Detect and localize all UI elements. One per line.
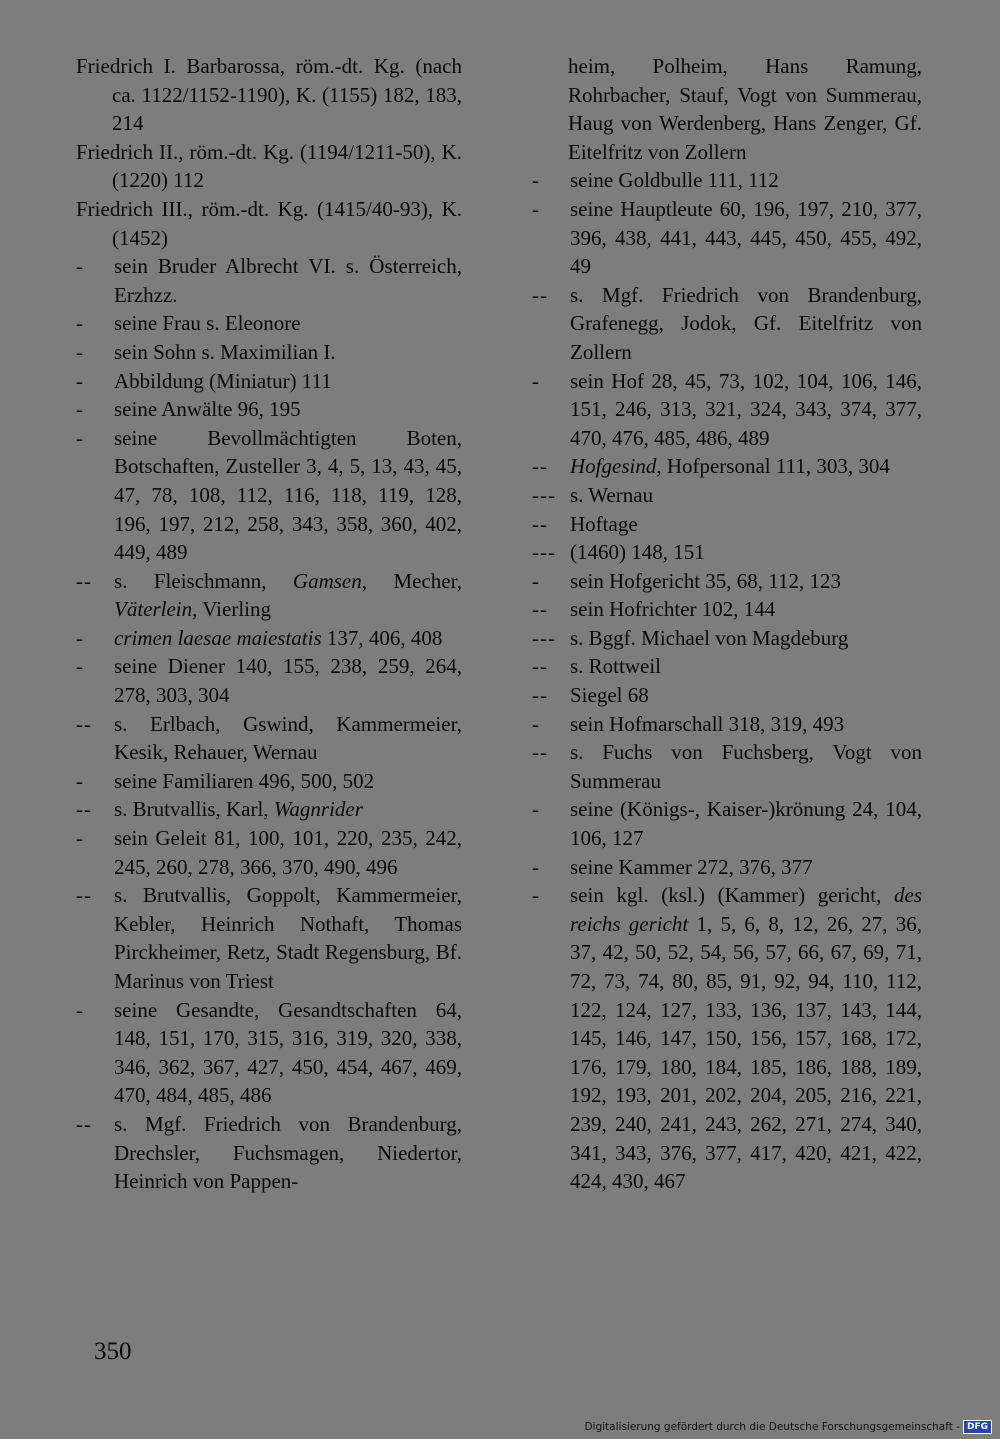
index-entry	[532, 595, 922, 624]
entry-segment: heim, Polheim, Hans Ramung, Rohrbacher, Stauf, Vogt von Summerau, Haug von Werdenberg, Hans Zenger, Gf. Eitelfritz von Zollern	[568, 54, 922, 164]
entry-dash: ---	[532, 625, 556, 650]
entry-segment: seine Diener 140, 155, 238, 259, 264, 278, 303, 304	[114, 654, 462, 708]
entry-text	[570, 367, 922, 453]
footer-text: Digitalisierung gefördert durch die Deutsche Forschungsgemeinschaft -	[584, 1421, 960, 1433]
index-entry	[532, 652, 922, 681]
entry-segment: sein kgl. (ksl.) (Kammer) gericht,	[570, 883, 894, 908]
entry-dash: -	[532, 368, 540, 393]
index-entry	[76, 996, 462, 1110]
entry-dash: -	[532, 711, 540, 736]
index-entry	[532, 681, 922, 710]
entry-dash: -	[532, 568, 540, 593]
entry-text	[570, 281, 922, 367]
entry-segment: s. Fleischmann,	[114, 568, 293, 593]
entry-dash: -	[76, 339, 84, 364]
entry-dash: -	[76, 826, 84, 851]
entry-text	[114, 824, 462, 881]
entry-text	[570, 853, 922, 882]
entry-text	[114, 795, 462, 824]
entry-segment: , Hofpersonal 111, 303, 304	[656, 454, 890, 479]
entry-text	[570, 481, 922, 510]
digitization-footer	[584, 1420, 992, 1434]
index-entry	[76, 195, 462, 252]
entry-segment: seine Bevollmächtigten Boten, Botschaften, Zusteller 3, 4, 5, 13, 43, 45, 47, 78, 108, 112, 116, 118, 119, 128, 196, 197, 212, 258, 343, 358, 360, 402, 449, 489	[114, 425, 462, 565]
entry-segment: sein Geleit 81, 100, 101, 220, 235, 242, 245, 260, 278, 366, 370, 490, 496	[114, 826, 462, 879]
italic-term: Gamsen	[292, 568, 362, 593]
index-entry	[532, 367, 922, 453]
index-entry	[76, 824, 462, 881]
entry-segment: Friedrich II., röm.-dt. Kg. (1194/1211-50), K. (1220) 112	[76, 139, 462, 193]
index-entry	[76, 138, 462, 195]
index-entry	[76, 52, 462, 138]
entry-segment: seine Familiaren 496, 500, 502	[114, 768, 375, 793]
entry-text	[114, 1110, 462, 1196]
entry-segment: s. Wernau	[570, 482, 654, 507]
entry-segment: s. Brutvallis, Goppolt, Kammermeier, Kebler, Heinrich Nothaft, Thomas Pirckheimer, Retz, Stadt Regensburg, Bf. Marinus von Triest	[114, 883, 462, 993]
entry-text	[570, 166, 922, 195]
entry-text	[114, 252, 462, 309]
entry-segment: seine Frau s. Eleonore	[114, 311, 301, 336]
entry-text	[114, 710, 462, 767]
entry-dash: -	[76, 768, 84, 793]
entry-dash: --	[532, 654, 548, 679]
entry-text	[570, 738, 922, 795]
entry-text	[570, 567, 922, 596]
italic-term: des reichs gericht	[570, 883, 922, 936]
entry-text	[570, 538, 922, 567]
italic-term: Hofgesind	[570, 454, 657, 479]
entry-text	[114, 567, 462, 624]
entry-text	[570, 195, 922, 281]
entry-text	[570, 452, 922, 481]
entry-dash: -	[532, 854, 540, 879]
right-column	[532, 52, 922, 1196]
entry-dash: -	[76, 425, 84, 450]
entry-text	[114, 309, 462, 338]
entry-text	[114, 424, 462, 567]
entry-segment: seine Goldbulle 111, 112	[570, 168, 779, 193]
index-entry	[532, 881, 922, 1196]
index-entry	[76, 367, 462, 396]
index-entry	[532, 624, 922, 653]
entry-segment: 1, 5, 6, 8, 12, 26, 27, 36, 37, 42, 50, 52, 54, 56, 57, 66, 67, 69, 71, 72, 73, 74, 80, 85, 91, 92, 94, 110, 112, 122, 124, 127, 133, 136, 137, 143, 144, 145, 146, 147, 150, 156, 157, 168, 172, 176, 179, 180, 184, 185, 186, 188, 189, 192, 193, 201, 202, 204, 205, 216, 221, 239, 240, 241, 243, 262, 271, 274, 340, 341, 343, 376, 377, 417, 420, 421, 422, 424, 430, 467	[570, 911, 922, 1194]
index-entry	[532, 452, 922, 481]
entry-dash: ---	[532, 482, 556, 507]
entry-segment: s. Brutvallis, Karl,	[114, 797, 274, 822]
index-entry	[76, 624, 462, 653]
entry-segment: sein Hof 28, 45, 73, 102, 104, 106, 146, 151, 246, 313, 321, 324, 343, 374, 377, 470, 476, 485, 486, 489	[570, 368, 922, 450]
entry-segment: s. Rottweil	[570, 654, 662, 679]
entry-dash: --	[532, 683, 548, 708]
entry-segment: s. Mgf. Friedrich von Brandenburg, Grafenegg, Jodok, Gf. Eitelfritz von Zollern	[570, 282, 922, 364]
entry-segment: seine Gesandte, Gesandtschaften 64, 148, 151, 170, 315, 316, 319, 320, 338, 346, 362, 367, 427, 450, 454, 467, 469, 470, 484, 485, 486	[114, 997, 462, 1108]
entry-dash: -	[76, 997, 84, 1022]
entry-dash: -	[76, 625, 84, 650]
entry-dash: -	[532, 883, 540, 908]
index-entry	[76, 795, 462, 824]
entry-dash: --	[76, 1111, 92, 1136]
entry-segment: seine (Königs-, Kaiser-)krönung 24, 104, 106, 127	[570, 797, 922, 851]
index-entry	[76, 424, 462, 567]
entry-dash: --	[76, 883, 92, 908]
entry-segment: sein Hofmarschall 318, 319, 493	[570, 711, 845, 736]
left-column	[76, 52, 462, 1196]
entry-segment: s. Fuchs von Fuchsberg, Vogt von Summerau	[570, 740, 922, 793]
index-entry	[76, 309, 462, 338]
italic-term: Väterlein	[114, 597, 193, 622]
entry-text	[570, 595, 922, 624]
entry-segment: (1460) 148, 151	[570, 540, 705, 565]
entry-segment: seine Hauptleute 60, 196, 197, 210, 377, 396, 438, 441, 443, 445, 450, 455, 492, 49	[570, 196, 922, 279]
entry-text	[114, 996, 462, 1110]
entry-dash: -	[76, 254, 84, 279]
dfg-logo: DFG	[963, 1420, 992, 1434]
entry-dash: -	[76, 397, 84, 422]
index-entry	[532, 52, 922, 166]
index-entry	[76, 652, 462, 709]
entry-text	[570, 881, 922, 1196]
entry-dash: --	[532, 511, 548, 536]
entry-dash: --	[532, 282, 548, 307]
entry-text	[568, 52, 922, 166]
entry-dash: --	[532, 597, 548, 622]
index-entry	[76, 710, 462, 767]
entry-dash: --	[76, 797, 92, 822]
index-entry	[532, 795, 922, 852]
entry-segment: Abbildung (Miniatur) 111	[114, 368, 332, 393]
entry-text	[114, 881, 462, 995]
entry-text	[114, 338, 462, 367]
entry-dash: ---	[532, 540, 556, 565]
entry-text	[570, 710, 922, 739]
index-entry	[532, 738, 922, 795]
entry-text	[570, 681, 922, 710]
entry-segment: s. Bggf. Michael von Magdeburg	[570, 625, 849, 650]
entry-text	[114, 395, 462, 424]
entry-segment: Hoftage	[570, 511, 638, 536]
entry-text	[570, 624, 922, 653]
index-entry	[76, 567, 462, 624]
entry-dash: --	[532, 454, 548, 479]
italic-term: Wagnrider	[273, 797, 363, 822]
index-entry	[532, 853, 922, 882]
entry-dash: -	[532, 168, 540, 193]
index-entry	[532, 195, 922, 281]
italic-term: crimen laesae maiestatis	[114, 625, 322, 650]
entry-segment: , Mecher,	[361, 568, 462, 593]
index-entry	[76, 881, 462, 995]
index-entry	[76, 252, 462, 309]
entry-segment: Friedrich I. Barbarossa, röm.-dt. Kg. (nach ca. 1122/1152-1190), K. (1155) 182, 183, 214	[76, 54, 462, 136]
entry-text	[76, 52, 462, 138]
entry-segment: sein Hofrichter 102, 144	[570, 597, 776, 622]
entry-text	[114, 652, 462, 709]
index-entry	[532, 710, 922, 739]
entry-text	[114, 767, 462, 796]
entry-dash: --	[76, 711, 92, 736]
entry-segment: seine Kammer 272, 376, 377	[570, 854, 813, 879]
entry-text	[570, 652, 922, 681]
entry-dash: -	[532, 797, 540, 822]
entry-dash: -	[76, 654, 84, 679]
index-entry	[532, 281, 922, 367]
index-entry	[532, 510, 922, 539]
entry-text	[114, 367, 462, 396]
entry-dash: -	[76, 368, 84, 393]
index-entry	[76, 767, 462, 796]
index-entry	[532, 481, 922, 510]
entry-segment: s. Erlbach, Gswind, Kammermeier, Kesik, Rehauer, Wernau	[114, 711, 462, 765]
entry-dash: -	[76, 311, 84, 336]
entry-text	[76, 138, 462, 195]
entry-segment: seine Anwälte 96, 195	[114, 397, 301, 422]
entry-segment: 137, 406, 408	[321, 625, 443, 650]
entry-text	[114, 624, 462, 653]
index-entry	[76, 395, 462, 424]
entry-dash: --	[76, 568, 92, 593]
index-entry	[76, 1110, 462, 1196]
entry-text	[76, 195, 462, 252]
page-number: 350	[94, 1338, 132, 1365]
entry-text	[570, 510, 922, 539]
entry-segment: Siegel 68	[570, 683, 649, 708]
entry-dash: -	[532, 196, 540, 221]
entry-dash: --	[532, 740, 548, 765]
entry-segment: sein Bruder Albrecht VI. s. Österreich, Erzhzz.	[114, 254, 462, 307]
entry-segment: Friedrich III., röm.-dt. Kg. (1415/40-93), K. (1452)	[76, 196, 462, 250]
entry-segment: sein Hofgericht 35, 68, 112, 123	[570, 568, 842, 593]
index-entry	[532, 166, 922, 195]
entry-segment: s. Mgf. Friedrich von Brandenburg, Drechsler, Fuchsmagen, Niedertor, Heinrich von Pappen-	[114, 1111, 462, 1194]
entry-segment: sein Sohn s. Maximilian I.	[114, 339, 336, 364]
index-entry	[532, 567, 922, 596]
entry-text	[570, 795, 922, 852]
index-entry	[76, 338, 462, 367]
index-entry	[532, 538, 922, 567]
entry-segment: , Vierling	[192, 597, 271, 622]
